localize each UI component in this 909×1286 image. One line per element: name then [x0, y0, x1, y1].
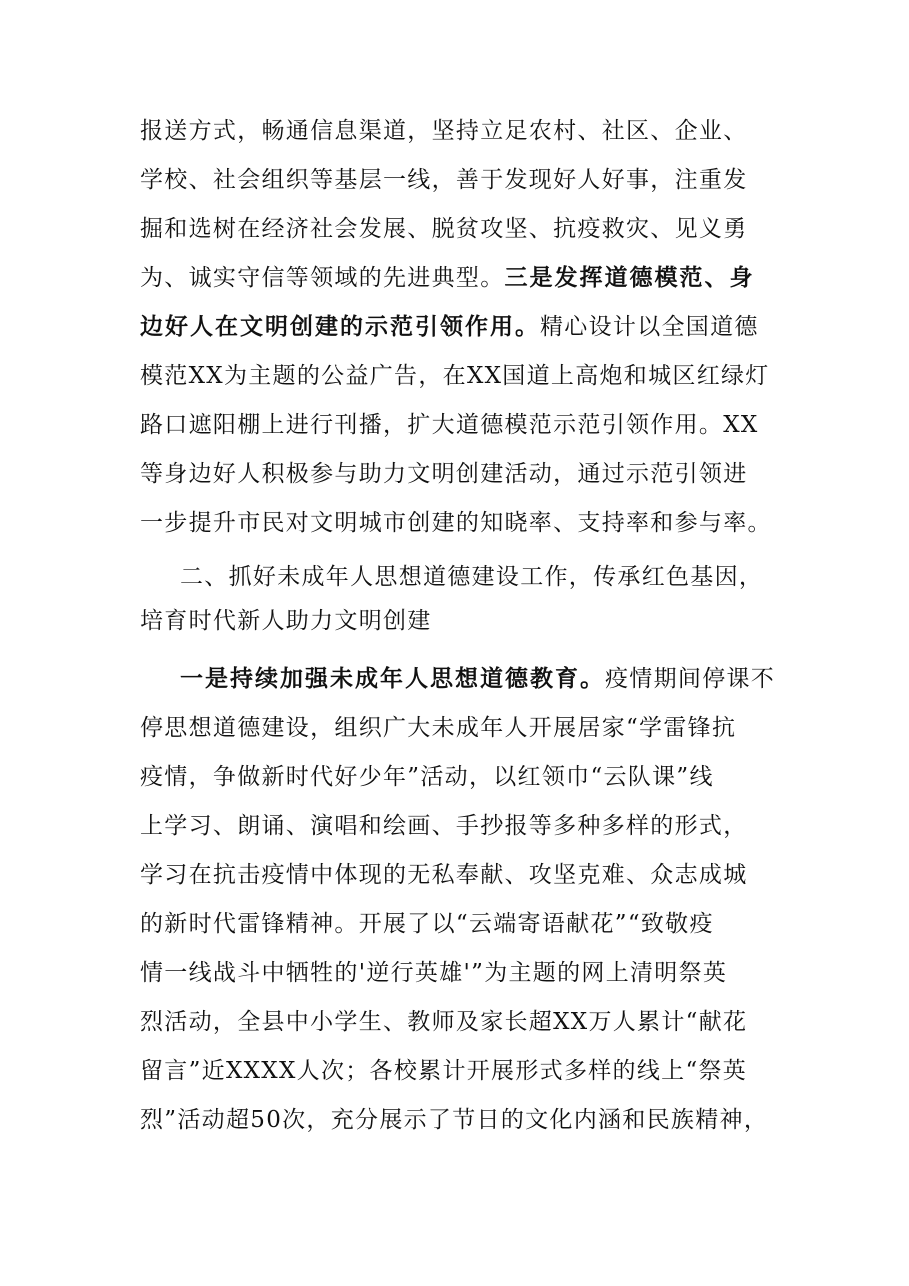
- text-segment: 留言”近XXXX人次；各校累计开展形式多样的线上“祭英: [140, 1058, 748, 1084]
- text-segment: 掘和选树在经济社会发展、脱贫攻坚、抗疫救灾、见义勇: [140, 216, 748, 242]
- text-line: [140, 263, 755, 293]
- bold-text-segment: 三是发挥道德模范、身: [504, 265, 755, 291]
- text-segment: 疫情期间停课不: [605, 666, 776, 692]
- text-segment: 精心设计以全国道德: [540, 314, 759, 340]
- text-line: [140, 165, 748, 195]
- text-segment: 烈活动，全县中小学生、教师及家长超XX万人累计“献花: [140, 1009, 748, 1035]
- text-segment: 情一线战斗中牺牲的'逆行英雄'”为主题的网上清明祭英: [140, 960, 728, 986]
- text-segment: 停思想道德建设，组织广大未成年人开展居家“学雷锋抗: [140, 715, 737, 741]
- text-segment: 路口遮阳棚上进行刊播，扩大道德模范示范引领作用。XX: [140, 412, 759, 438]
- text-segment: 烈”活动超50次，充分展示了节日的文化内涵和民族精神，: [140, 1107, 769, 1133]
- text-line: [140, 1105, 768, 1135]
- text-line: [140, 762, 714, 792]
- text-line: [140, 811, 748, 841]
- text-line: [140, 1056, 747, 1086]
- text-segment: 报送方式，畅通信息渠道，坚持立足农村、社区、企业、: [140, 118, 748, 144]
- text-line: [140, 860, 748, 890]
- text-line: [140, 459, 748, 489]
- text-line: [140, 606, 432, 636]
- text-segment: 疫情，争做新时代好少年”活动，以红领巾“云队课”线: [140, 764, 714, 790]
- text-line: [180, 562, 763, 592]
- text-line: [140, 958, 727, 988]
- text-segment: 学校、社会组织等基层一线，善于发现好人好事，注重发: [140, 167, 748, 193]
- text-line: [180, 664, 775, 694]
- text-line: [140, 909, 714, 939]
- text-segment: 一步提升市民对文明城市创建的知晓率、支持率和参与率。: [140, 510, 772, 536]
- text-segment: 模范XX为主题的公益广告，在XX国道上高炮和城区红绿灯: [140, 363, 770, 389]
- text-segment: 培育时代新人助力文明创建: [140, 608, 432, 634]
- text-line: [140, 410, 759, 440]
- text-segment: 等身边好人积极参与助力文明创建活动，通过示范引领进: [140, 461, 748, 487]
- text-line: [140, 508, 772, 538]
- bold-text-segment: 边好人在文明创建的示范引领作用。: [140, 314, 540, 340]
- bold-text-segment: 一是持续加强未成年人思想道德教育。: [180, 666, 605, 692]
- text-segment: 为、诚实守信等领域的先进典型。: [140, 265, 505, 291]
- text-segment: 的新时代雷锋精神。开展了以“云端寄语献花”“致敬疫: [140, 911, 714, 937]
- text-line: [140, 1007, 747, 1037]
- text-line: [140, 713, 736, 743]
- text-line: [140, 312, 759, 342]
- text-segment: 二、抓好未成年人思想道德建设工作，传承红色基因，: [180, 564, 764, 590]
- text-line: [140, 116, 748, 146]
- text-line: [140, 361, 770, 391]
- text-segment: 学习在抗击疫情中体现的无私奉献、攻坚克难、众志成城: [140, 862, 748, 888]
- text-line: [140, 214, 748, 244]
- text-segment: 上学习、朗诵、演唱和绘画、手抄报等多种多样的形式，: [140, 813, 748, 839]
